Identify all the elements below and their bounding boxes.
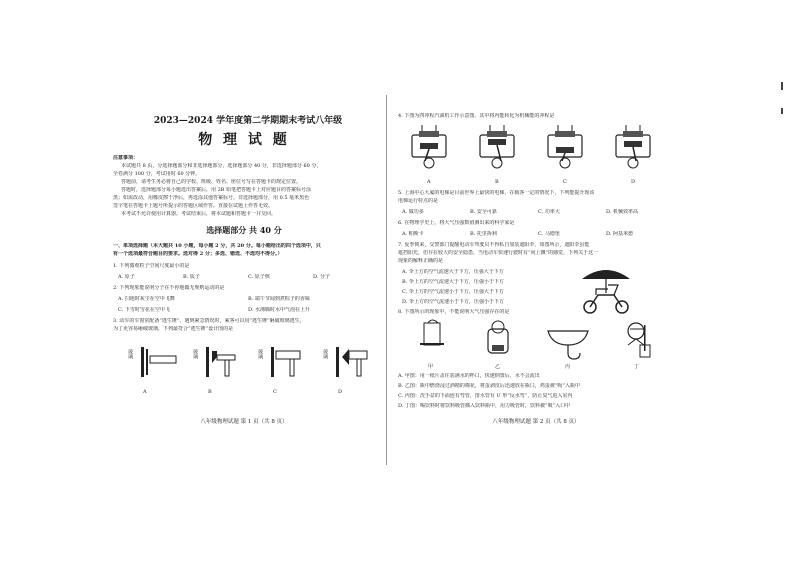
figure-yi-bottle (488, 321, 508, 353)
fig-label-ding: 丁 (634, 364, 640, 370)
notice-line: 本试题共 8 页，分选择题部分和非选择题部分，选择题部分 40 分，非选择题部分 60 分， (121, 163, 322, 169)
q7-option-b: B. 伞上方的空气流速大于下方，压强小于下方 (402, 279, 504, 285)
part1-instructions: 有一个选项最符合题目的要求。选对得 2 分；多选、错选、不选均不得分。） (113, 251, 283, 257)
question-5-stem: 5. 上海中心大厦的电梯是目前世界上最快的电梯，在载客一定的情况下，下列能提升现该 (398, 190, 595, 196)
q6-option-d: D. 阿基米德 (606, 231, 634, 237)
section-title: 选择题部分 共 40 分 (206, 225, 282, 235)
page-footer: 八年级物理试题 第 1 页（共 8 页） (200, 419, 288, 425)
notice-line: 答题时，选择题部分每小题选出答案后，用 2B 铅笔把答题卡上对应题目的答案标号涂 (121, 187, 312, 193)
q5-option-b: B. 安全可靠 (470, 209, 497, 215)
q3-label-b: B (208, 389, 212, 395)
q4-label-d: D (631, 179, 636, 185)
engine-stroke-figures (398, 123, 674, 179)
q4-label-b: B (495, 179, 499, 185)
fig-label-jia: 甲 (428, 364, 434, 370)
q8-option-c: C. 丙图：洗手盆的下面连有弯管，排水管有 U 形“反水弯”，防止臭气进入室内 (398, 393, 573, 399)
q4-label-a: A (427, 179, 431, 185)
q8-option-d: D. 丁图：喝饮料时将饮料吸管插入饮料瓶中，用力吸管时，饮料被“吸”入口中 (398, 403, 571, 409)
q7-option-c: C. 伞上方的空气流速小于下方，压强大于下方 (402, 289, 504, 295)
figure-jia-cup (420, 320, 444, 345)
q7-option-d: D. 伞上方的空气流速小于下方，压强小于下方 (402, 299, 505, 305)
q3-label-a: A (143, 389, 147, 395)
notice-title: 注意事项： (113, 155, 139, 161)
glass-label: 玻璃 (257, 349, 263, 359)
question-7-stem: 7. 夏季到来，交警部门提醒电动车驾驶员不得私自加装遮阳伞，如图所示，遮阳伞虽能 (398, 242, 590, 248)
glass-label: 玻璃 (192, 349, 198, 359)
hammer-figure-a (141, 347, 176, 377)
exam-header: 2023—2024 学年度第二学期期末考试八年级 (153, 116, 343, 126)
q8-option-a: A. 甲图：用一纸片盖住装满水的杯口，快速倒置后，水不会流出 (398, 373, 540, 379)
question-7-stem: 遮挡阳光，但存在较大的安全隐患，当电动车快速行驶时有“向上飘”的感觉，下列关于这一 (398, 250, 599, 256)
notice-line: 全卷满分 100 分，考试用时 60 分钟。 (113, 171, 201, 177)
exam-title: 物 理 试 题 (198, 132, 290, 148)
question-4-stem: 4. 下图为四冲程汽油机工作示意图，其中将内能转化为机械能的冲程是 (398, 113, 555, 119)
q2-option-d: D. 水沸腾时水中气泡在上升 (248, 307, 311, 313)
glass-label: 玻璃 (322, 349, 328, 359)
q8-option-b: B. 乙图：瓶中燃烧浸过酒精的棉花，将蛋剥皮后迅速放在瓶口，鸡蛋被“吸”入瓶中 (398, 383, 580, 389)
exam-page-1 (113, 95, 375, 465)
page-divider (386, 95, 387, 465)
engine-figure-d (616, 125, 650, 168)
notice-line: 黑；如需改动，用橡皮擦干净后，再选涂其他答案标号。非选择题部分，用 0.5 毫米黑色 (113, 195, 310, 201)
q6-option-c: C. 马德堡 (538, 231, 560, 237)
question-1-stem: 1. 下列微观粒子空间尺度最小的是 (113, 263, 190, 269)
question-7-stem: 现象的解释正确的是 (398, 258, 444, 264)
hammer-figure-b (206, 347, 235, 377)
scan-edge-mark (781, 108, 783, 114)
figure-ding-drinking (628, 323, 650, 357)
q5-option-a: A. 做功多 (402, 209, 424, 215)
question-3-stem: 3. 动车的车窗常配备“逃生锤”，遇到紧急情况时，乘客可以用“逃生锤”砸破玻璃逃生， (113, 318, 305, 324)
scooter-umbrella-figure (578, 263, 634, 315)
q5-option-d: D. 机械效率高 (606, 209, 639, 215)
figure-bing-sink (548, 331, 588, 359)
q1-option-d: D. 分子 (313, 274, 331, 280)
notice-line: 答题前，请考生务必将自己的学校、班级、姓名、座位号写在答题卡的规定位置。 (121, 179, 302, 185)
question-3-stem: 为了更容易砸破玻璃，下列最符合“逃生锤”设计图的是 (113, 326, 234, 332)
q6-option-a: A. 帕斯卡 (402, 231, 424, 237)
q1-option-a: A. 原子 (118, 274, 135, 280)
q6-option-b: B. 托里拆利 (470, 231, 497, 237)
notice-line: 签字笔在答题卡上题号所提示的答题区域作答。直接在试题上作答无效。 (113, 203, 274, 209)
hammer-figure-d (336, 347, 367, 377)
exam-page-2 (398, 95, 674, 465)
q4-label-c: C (563, 179, 567, 185)
engine-figure-a (412, 125, 446, 168)
hammer-figure-c (271, 347, 300, 377)
q2-option-c: C. 下雪时雪花在空中飞 (118, 307, 170, 313)
q2-option-b: B. 端午节闻到煮粽子的香味 (248, 296, 310, 302)
q2-option-a: A. 扫地时灰尘在空中飞舞 (118, 296, 175, 302)
q7-option-a: A. 伞上方的空气流速大于下方，压强大于下方 (402, 269, 504, 275)
question-8-stem: 8. 下图所示的现象中，不能说明大气压强存在的是 (398, 309, 510, 315)
fig-label-yi: 乙 (495, 364, 501, 370)
scan-edge-mark (781, 82, 783, 90)
page-footer: 八年级物理试题 第 2 页（共 8 页） (492, 419, 580, 425)
question-5-stem: 电梯运行特点的是 (398, 198, 439, 204)
glass-label: 玻璃 (127, 349, 133, 359)
escape-hammer-figures (113, 339, 375, 405)
part1-instructions: 一、单项选择题（本大题共 10 小题，每小题 2 分，共 20 分。每小题给出的四个选项中，只 (113, 243, 321, 249)
fig-label-bing: 丙 (565, 364, 571, 370)
engine-figure-b (480, 125, 514, 168)
engine-figure-c (548, 125, 582, 168)
q1-option-c: C. 原子核 (248, 274, 270, 280)
notice-line: 本考试不允许使用计算器。考试结束后，将本试题和答题卡一并交回。 (121, 211, 277, 217)
q3-label-c: C (273, 389, 277, 395)
pressure-phenomena-figures (398, 319, 674, 363)
q1-option-b: B. 质子 (183, 274, 200, 280)
question-2-stem: 2. 下列现象能说明分子在不停地做无规则运动的是 (113, 285, 225, 291)
q3-label-d: D (338, 389, 343, 395)
question-6-stem: 6. 在物理学史上，将大气压强数值测出来的科学家是 (398, 220, 515, 226)
q5-option-c: C. 功率大 (538, 209, 560, 215)
